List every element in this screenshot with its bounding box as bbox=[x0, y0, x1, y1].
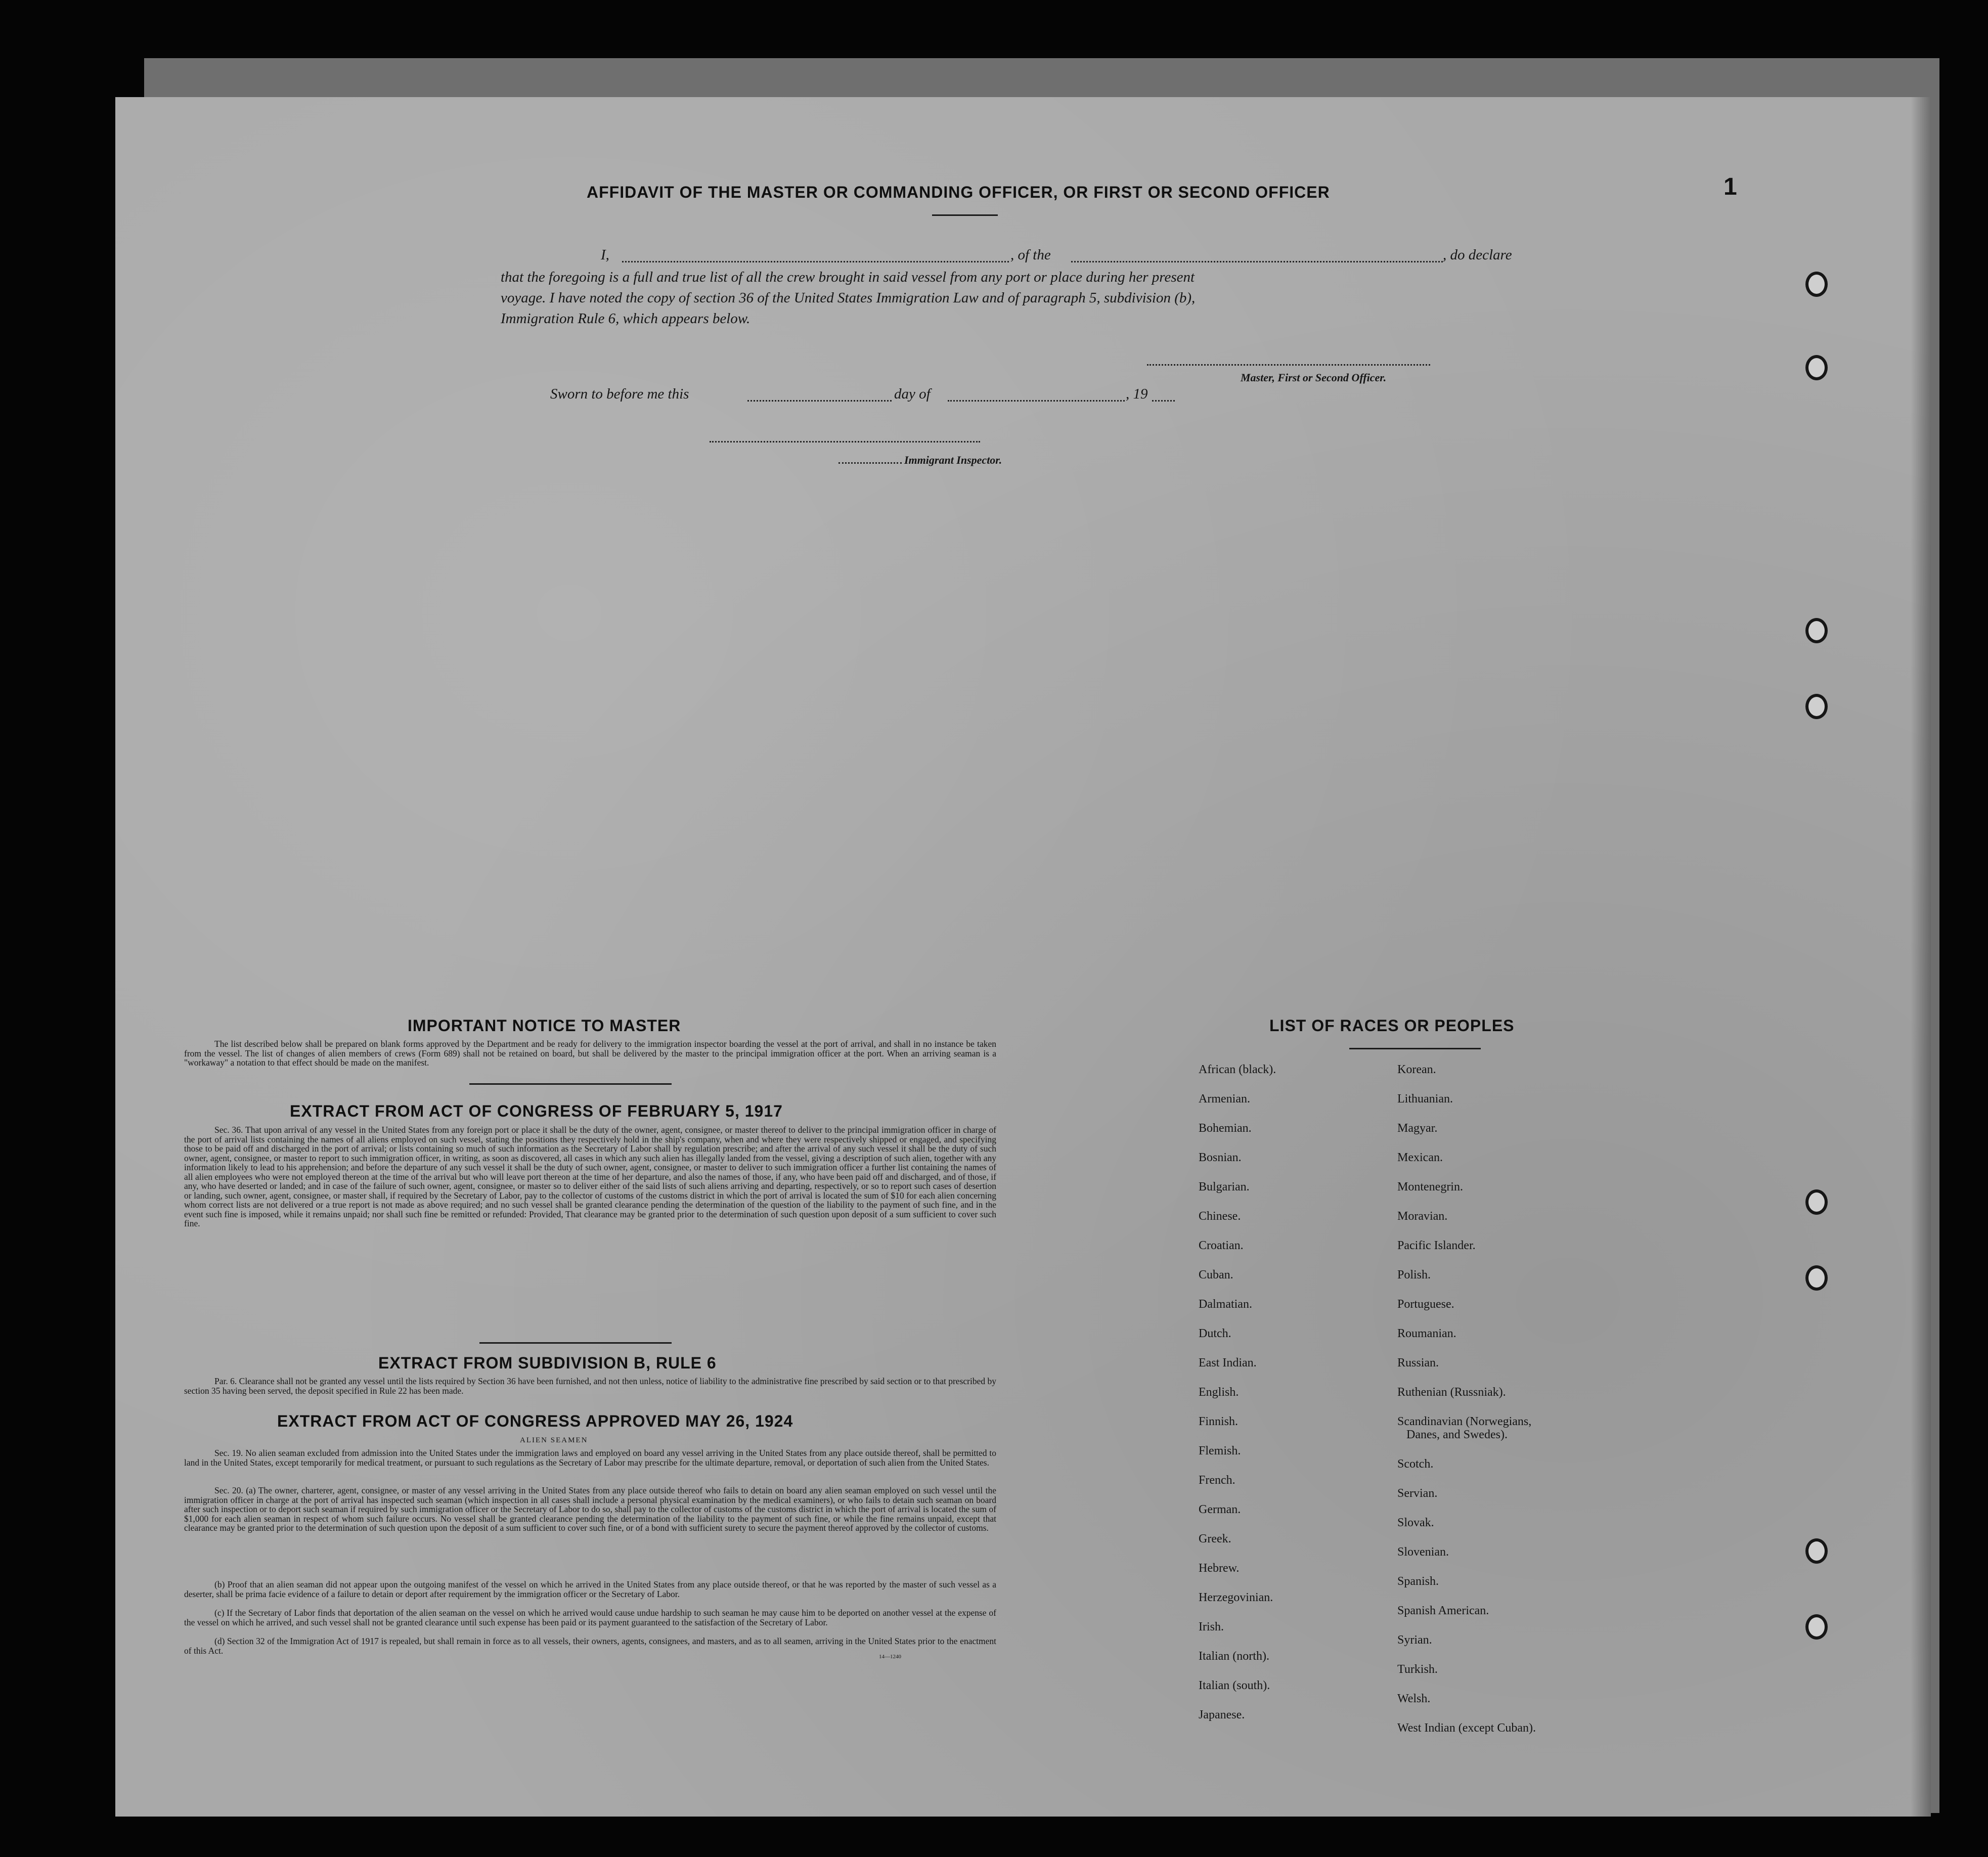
race-item: Russian. bbox=[1397, 1356, 1439, 1369]
sworn-month-blank bbox=[948, 400, 1125, 402]
punch-hole bbox=[1805, 1614, 1828, 1640]
race-item: Armenian. bbox=[1199, 1092, 1250, 1106]
sworn-text: Sworn to before me this bbox=[550, 386, 689, 402]
sworn-day-blank bbox=[747, 400, 892, 402]
bleed-through-row bbox=[136, 730, 1895, 741]
affidavit-line1-declare: , do declare bbox=[1443, 247, 1512, 263]
race-item: Moravian. bbox=[1397, 1210, 1448, 1223]
race-item: Lithuanian. bbox=[1397, 1092, 1453, 1106]
subdivision-b-text: Par. 6. Clearance shall not be granted any vessel until the lists required by Section 36 have been furnished, and not then unless, notice of liability to the administrative fine prescribed by said section or to that prescribed by section 35 having been served, the deposit specified in Rule 22 has been made. bbox=[184, 1376, 996, 1396]
race-item: Chinese. bbox=[1199, 1210, 1241, 1223]
race-item: Scotch. bbox=[1397, 1457, 1434, 1471]
bleed-through-row bbox=[136, 667, 1895, 678]
race-item: Finnish. bbox=[1199, 1415, 1239, 1428]
inspector-label: Immigrant Inspector. bbox=[904, 454, 1002, 466]
race-item: Spanish. bbox=[1397, 1575, 1439, 1588]
bleed-through-row bbox=[136, 855, 1895, 866]
subdivision-b-title: EXTRACT FROM SUBDIVISION B, RULE 6 bbox=[378, 1354, 717, 1372]
race-item: Pacific Islander. bbox=[1397, 1239, 1476, 1252]
notice-title: IMPORTANT NOTICE TO MASTER bbox=[408, 1016, 681, 1035]
punch-hole bbox=[1805, 355, 1828, 380]
punch-hole bbox=[1805, 694, 1828, 719]
master-signature-line bbox=[1147, 364, 1430, 366]
page-number: 1 bbox=[1724, 173, 1737, 200]
affidavit-line1-i: I, bbox=[601, 247, 609, 263]
bleed-through-row bbox=[136, 981, 1895, 992]
race-item: Syrian. bbox=[1397, 1633, 1432, 1647]
race-item: English. bbox=[1199, 1386, 1239, 1399]
bleed-through-row bbox=[136, 824, 1895, 835]
extract-1924-b: (b) Proof that an alien seaman did not appear upon the outgoing manifest of the vessel on which he arrived in the United States from any place outside thereof, or that he was reported by the master of such vessel as a deserter, shall be prima facie evidence of a failure to detain or deport after requirement by the immigration officer or the Secretary of Labor. bbox=[184, 1579, 996, 1599]
extract-1924-d: (d) Section 32 of the Immigration Act of 1917 is repealed, but shall remain in force as to all vessels, their owners, agents, consignees, and masters, and as to all seamen, arriving in the United States prior to the enactment of this Act. bbox=[184, 1636, 996, 1656]
form-number: 14—1240 bbox=[879, 1654, 901, 1660]
year-text: , 19 bbox=[1126, 386, 1148, 402]
race-item: Bulgarian. bbox=[1199, 1180, 1250, 1193]
punch-hole bbox=[1805, 1265, 1828, 1291]
race-item: Croatian. bbox=[1199, 1239, 1244, 1252]
race-item: Dutch. bbox=[1199, 1327, 1231, 1340]
race-item: Roumanian. bbox=[1397, 1327, 1456, 1340]
race-item: Welsh. bbox=[1397, 1692, 1431, 1705]
affidavit-title: AFFIDAVIT OF THE MASTER OR COMMANDING OFFICER, OR FIRST OR SECOND OFFICER bbox=[587, 183, 1330, 201]
alien-seamen-subtitle: ALIEN SEAMEN bbox=[520, 1436, 588, 1444]
race-item: African (black). bbox=[1199, 1063, 1276, 1076]
race-item: Bosnian. bbox=[1199, 1151, 1242, 1164]
race-item: Hebrew. bbox=[1199, 1562, 1240, 1575]
race-item: Servian. bbox=[1397, 1487, 1438, 1500]
manifest-page bbox=[115, 97, 1931, 1817]
race-item: Italian (south). bbox=[1199, 1679, 1270, 1692]
race-item: Bohemian. bbox=[1199, 1122, 1252, 1135]
extract-1924-c: (c) If the Secretary of Labor finds that deportation of the alien seaman on the vessel on which he arrived would cause undue hardship to such seaman he may cause him to be deported on another vessel at the expense of the vessel on which he arrived, and such vessel shall not be granted clearance until such expense has been paid or its payment guaranteed to the satisfaction of the Secretary of Labor. bbox=[184, 1608, 996, 1627]
extract-1917-text: Sec. 36. That upon arrival of any vessel in the United States from any foreign port or place it shall be the duty of the owner, agent, consignee, or master thereof to deliver to the principal immigration officer in charge of the port of arrival lists containing the names of all aliens employed on such vessel, stating the positions they respectively hold in the ship's company, when and where they were respectively shipped or engaged, and specifying those to be paid off and discharged in the port of arrival; or lists containing so much of such information as the Secretary of Labor shall by regulation prescribe; and after the arrival of any such vessel it shall be the duty of such owner, agent, consignee, or master to report to such immigration officer, in writing, as soon as discovered, all cases in which any such alien has illegally landed from the vessel, giving a description of such alien, together with any information likely to lead to his apprehension; and before the departure of any such vessel it shall be the duty of such owner, agent, consignee, or master to deliver to such immigration officer a further list containing the names of all alien employees who were not employed thereon at the time of the arrival but who will leave port thereon at the time of her departure, and also the names of those, if any, who have been paid off and discharged, and of those, if any, who have deserted or landed; and in case of the failure of such owner, agent, consignee, or master so to deliver either of the said lists of such aliens arriving and departing, respectively, or so to report such cases of desertion or landing, such owner, agent, consignee, or master shall, if required by the Secretary of Labor, pay to the collector of customs of the customs district in which the port of arrival is located the sum of $10 for each alien concerning whom correct lists are not delivered or a true report is not made as above required; and no such vessel shall be granted clearance pending the determination of the question of the liability to the payment of such fine, and in the event such fine is imposed, while it remains unpaid; nor shall such fine be remitted or refunded: Provided, That clearance may be granted prior to the determination of such question upon deposit of a sum sufficient to cover such fine. bbox=[184, 1125, 996, 1228]
extract-1924-sec20a: Sec. 20. (a) The owner, charterer, agent, consignee, or master of any vessel arriving in the United States from any place outside thereof who fails to detain on board any alien seaman employed on such vessel until the immigration officer in charge at the port of arrival has inspected such seaman (which inspection in all cases shall include a personal physical examination by the medical examiners), or who fails to detain such seaman on board after such inspection or to deport such seaman if required by such immigration officer or the Secretary of Labor to do so, shall pay to the collector of customs of the customs district in which the port of arrival is located the sum of $1,000 for each alien seaman in respect of whom such failure occurs. No vessel shall be granted clearance pending the determination of the liability to the payment of such fine, or while the fine remains unpaid, except that clearance may be granted prior to the determination of such question upon the deposit of a sum sufficient to cover such fine, or of a bond with sufficient surety to secure the payment thereof approved by the collector of customs. bbox=[184, 1485, 996, 1533]
bleed-through-row bbox=[136, 636, 1895, 647]
inspector-signature-line bbox=[710, 441, 980, 443]
race-item: French. bbox=[1199, 1474, 1235, 1487]
race-item: Herzegovinian. bbox=[1199, 1591, 1273, 1604]
inspector-signature-line-2 bbox=[838, 462, 902, 464]
race-item: Korean. bbox=[1397, 1063, 1436, 1076]
race-item: Turkish. bbox=[1397, 1663, 1438, 1676]
races-title: LIST OF RACES OR PEOPLES bbox=[1269, 1016, 1515, 1035]
races-title-rule bbox=[1349, 1048, 1481, 1049]
bleed-through-row bbox=[136, 1263, 1895, 1274]
race-item: Flemish. bbox=[1199, 1444, 1241, 1457]
extract-1924-title: EXTRACT FROM ACT OF CONGRESS APPROVED MAY 26, 1924 bbox=[277, 1412, 793, 1430]
punch-hole bbox=[1805, 272, 1828, 297]
bleed-through-row bbox=[136, 949, 1895, 960]
race-item: Mexican. bbox=[1397, 1151, 1443, 1164]
bleed-through-row bbox=[136, 510, 1895, 521]
extract-1917-rule bbox=[479, 1342, 672, 1344]
extract-1917-title: EXTRACT FROM ACT OF CONGRESS OF FEBRUARY 5, 1917 bbox=[290, 1102, 783, 1120]
bleed-through-row bbox=[136, 698, 1895, 710]
race-item: Ruthenian (Russniak). bbox=[1397, 1386, 1506, 1399]
race-item: Slovak. bbox=[1397, 1516, 1434, 1529]
extract-1924-sec19: Sec. 19. No alien seaman excluded from admission into the United States under the immigration laws and employed on board any vessel arriving in the United States from any place outside thereof, shall be permitted to land in the United States, except temporarily for medical treatment, or pursuant to such regulations as the Secretary of Labor may prescribe for the ultimate departure, removal, or deportation of such alien from the United States. bbox=[184, 1448, 996, 1468]
name-blank bbox=[622, 261, 1009, 262]
race-item: East Indian. bbox=[1199, 1356, 1257, 1369]
master-signature-label: Master, First or Second Officer. bbox=[1241, 371, 1387, 384]
race-item: Japanese. bbox=[1199, 1708, 1245, 1721]
bleed-through-row bbox=[136, 761, 1895, 772]
affidavit-line1-of-the: , of the bbox=[1010, 247, 1051, 263]
race-item: German. bbox=[1199, 1503, 1241, 1516]
page-edge-shadow bbox=[1911, 97, 1931, 1817]
race-item: Portuguese. bbox=[1397, 1298, 1454, 1311]
bleed-through-row bbox=[136, 1231, 1895, 1243]
bleed-through-row bbox=[136, 1325, 1895, 1337]
affidavit-line4: Immigration Rule 6, which appears below. bbox=[501, 311, 750, 327]
race-item: Magyar. bbox=[1397, 1122, 1438, 1135]
affidavit-line3: voyage. I have noted the copy of section 36 of the United States Immigration Law and of paragraph 5, subdivision (b), bbox=[501, 290, 1196, 306]
race-item: West Indian (except Cuban). bbox=[1397, 1721, 1536, 1735]
punch-hole bbox=[1805, 1189, 1828, 1215]
bleed-through-row bbox=[136, 792, 1895, 804]
race-item: Scandinavian (Norwegians, bbox=[1397, 1415, 1532, 1428]
bleed-through-row bbox=[136, 918, 1895, 929]
affidavit-line2: that the foregoing is a full and true list of all the crew brought in said vessel from any port or place during her present bbox=[501, 269, 1195, 285]
race-item: Italian (north). bbox=[1199, 1650, 1269, 1663]
bleed-through-row bbox=[136, 887, 1895, 898]
affidavit-title-rule bbox=[932, 214, 998, 216]
bleed-through-row bbox=[136, 542, 1895, 553]
race-item: Dalmatian. bbox=[1199, 1298, 1252, 1311]
bleed-through-row bbox=[136, 1075, 1895, 1086]
sworn-year-blank bbox=[1152, 400, 1175, 402]
race-item: Danes, and Swedes). bbox=[1406, 1428, 1508, 1441]
bleed-through-row bbox=[136, 1294, 1895, 1305]
race-item: Slovenian. bbox=[1397, 1545, 1449, 1559]
race-item: Spanish American. bbox=[1397, 1604, 1489, 1617]
day-of-text: day of bbox=[894, 386, 931, 402]
bleed-through-row bbox=[136, 573, 1895, 584]
notice-text: The list described below shall be prepared on blank forms approved by the Department and be ready for delivery to the immigration inspector boarding the vessel at the port of arrival, and shall in no instance be taken from the vessel. The list of changes of alien members of crews (Form 689) shall not be retained on board, but shall be delivered by the master to the principal immigration officer at the port. When an arriving seaman is a "workaway" a notation to that effect should be made on the manifest. bbox=[184, 1039, 996, 1068]
notice-rule bbox=[469, 1083, 672, 1085]
race-item: Greek. bbox=[1199, 1532, 1231, 1545]
bleed-through-row bbox=[136, 1012, 1895, 1023]
race-item: Irish. bbox=[1199, 1620, 1224, 1633]
race-item: Cuban. bbox=[1199, 1268, 1233, 1281]
race-item: Polish. bbox=[1397, 1268, 1431, 1281]
bleed-through-row bbox=[136, 479, 1895, 490]
vessel-blank bbox=[1071, 261, 1443, 262]
bleed-through-row bbox=[136, 604, 1895, 615]
punch-hole bbox=[1805, 618, 1828, 643]
punch-hole bbox=[1805, 1538, 1828, 1564]
race-item: Montenegrin. bbox=[1397, 1180, 1463, 1193]
